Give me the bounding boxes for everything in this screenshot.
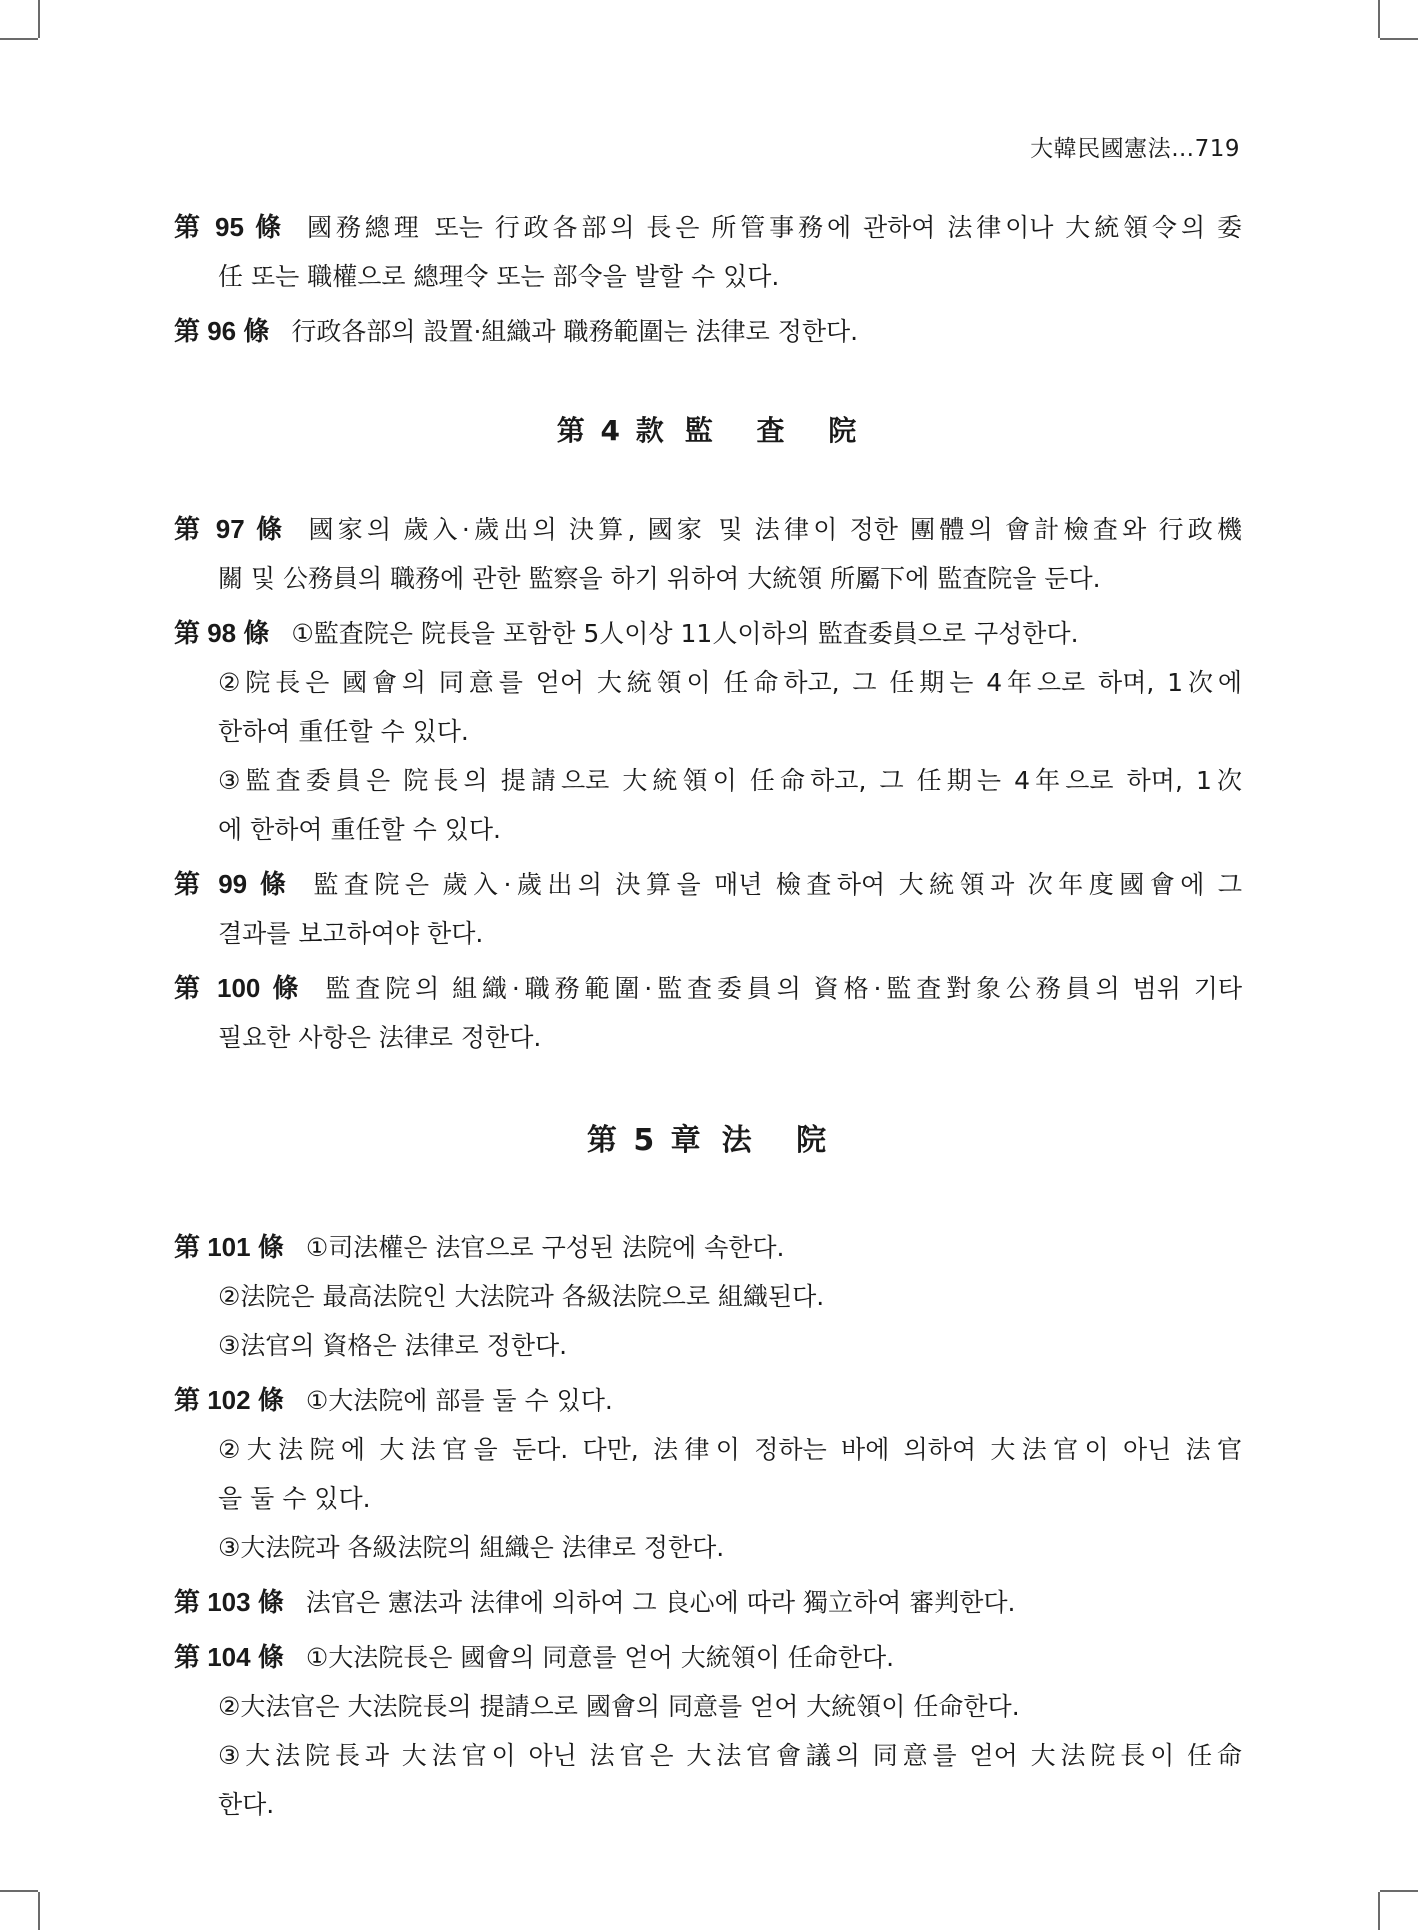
article-text: 法官은 憲法과 法律에 의하여 그 良心에 따라 獨立하여 審判한다. [305,1588,1016,1617]
crop-mark-bottom-right [1378,1892,1380,1930]
article-number: 第 97 條 [174,514,287,544]
article-number: 第 100 條 [174,973,304,1003]
article-line: 한하여 重任할 수 있다. [218,717,469,746]
article-number: 第 104 條 [174,1642,284,1672]
section-heading-kuan [174,406,1242,455]
article-line [174,964,1242,1013]
article-text: 行政各部의 設置·組織과 職務範圍는 法律로 정한다. [291,317,859,346]
article-number: 第 98 條 [174,618,270,648]
running-header: 大韓民國憲法…719 [1030,136,1240,162]
article-line: 한다. [218,1790,275,1819]
article-line: ②法院은 最高法院인 大法院과 各級法院으로 組織된다. [218,1282,825,1311]
crop-mark-top-left [38,0,40,38]
article-number: 第 103 條 [174,1587,284,1617]
article-line [174,1578,1242,1627]
article-line: ②院長은 國會의 同意를 얻어 大統領이 任命하고, 그 任期는 4年으로 하며, 1次에 [218,668,1242,697]
article-line [174,307,1242,356]
article-100 [174,964,1242,1062]
article-text: ①司法權은 法官으로 구성된 法院에 속한다. [305,1233,785,1262]
article-number: 第 99 條 [174,869,292,899]
article-97 [174,505,1242,603]
article-line: 결과를 보고하여야 한다. [218,919,484,948]
crop-mark-top-left-h [0,38,38,40]
article-103 [174,1578,1242,1627]
article-line [174,203,1242,252]
article-line [174,860,1242,909]
article-line: 任 또는 職權으로 總理令 또는 部令을 발할 수 있다. [218,262,780,291]
article-line [174,1223,1242,1272]
page-body [174,203,1242,1835]
article-line [174,609,1242,658]
article-text: 監査院은 歲入·歲出의 決算을 매년 檢査하여 大統領과 次年度國會에 그 [313,870,1242,899]
article-line [174,1376,1242,1425]
article-98 [174,609,1242,854]
crop-mark-top-right [1378,0,1380,38]
article-number: 第 95 條 [174,212,286,242]
chapter-heading [174,1116,1242,1165]
article-line: ②大法官은 大法院長의 提請으로 國會의 同意를 얻어 大統領이 任命한다. [218,1692,1020,1721]
article-number: 第 96 條 [174,316,270,346]
crop-mark-bottom-left-h [0,1890,38,1892]
article-95 [174,203,1242,301]
article-line: 을 둘 수 있다. [218,1484,371,1513]
article-number: 第 101 條 [174,1232,284,1262]
article-96 [174,307,1242,356]
section-title: 監 査 院 [684,414,860,447]
article-text: 監査院의 組織·職務範圍·監査委員의 資格·監査對象公務員의 범위 기타 [325,974,1242,1003]
chapter-title: 法 院 [721,1123,830,1158]
article-number: 第 102 條 [174,1385,284,1415]
article-104 [174,1633,1242,1829]
section-label: 第 4 款 [556,414,667,447]
crop-mark-top-right-h [1380,38,1418,40]
article-line: 에 한하여 重任할 수 있다. [218,815,501,844]
article-text: ①大法院에 部를 둘 수 있다. [305,1386,613,1415]
article-line: ③法官의 資格은 法律로 정한다. [218,1331,568,1360]
article-line [174,1633,1242,1682]
article-line: ③監査委員은 院長의 提請으로 大統領이 任命하고, 그 任期는 4年으로 하며, 1次 [218,766,1242,795]
chapter-label: 第 5 章 [586,1123,704,1158]
article-text: ①大法院長은 國會의 同意를 얻어 大統領이 任命한다. [305,1643,895,1672]
article-text: 國家의 歲入·歲出의 決算, 國家 및 法律이 정한 團體의 會計檢査와 行政機 [308,515,1242,544]
article-line: 필요한 사항은 法律로 정한다. [218,1023,542,1052]
article-line [174,505,1242,554]
article-line: ③大法院과 各級法院의 組織은 法律로 정한다. [218,1533,725,1562]
article-line: ②大法院에 大法官을 둔다. 다만, 法律이 정하는 바에 의하여 大法官이 아닌 法官 [218,1435,1242,1464]
crop-mark-bottom-left [38,1892,40,1930]
article-line: ③大法院長과 大法官이 아닌 法官은 大法官會議의 同意를 얻어 大法院長이 任命 [218,1741,1242,1770]
article-99 [174,860,1242,958]
crop-mark-bottom-right-h [1380,1890,1418,1892]
article-102 [174,1376,1242,1572]
article-101 [174,1223,1242,1370]
article-text: ①監査院은 院長을 포함한 5人이상 11人이하의 監査委員으로 구성한다. [291,619,1079,648]
article-text: 國務總理 또는 行政各部의 長은 所管事務에 관하여 法律이나 大統領令의 委 [307,213,1242,242]
article-line: 關 및 公務員의 職務에 관한 監察을 하기 위하여 大統領 所屬下에 監査院을 둔다. [218,564,1101,593]
